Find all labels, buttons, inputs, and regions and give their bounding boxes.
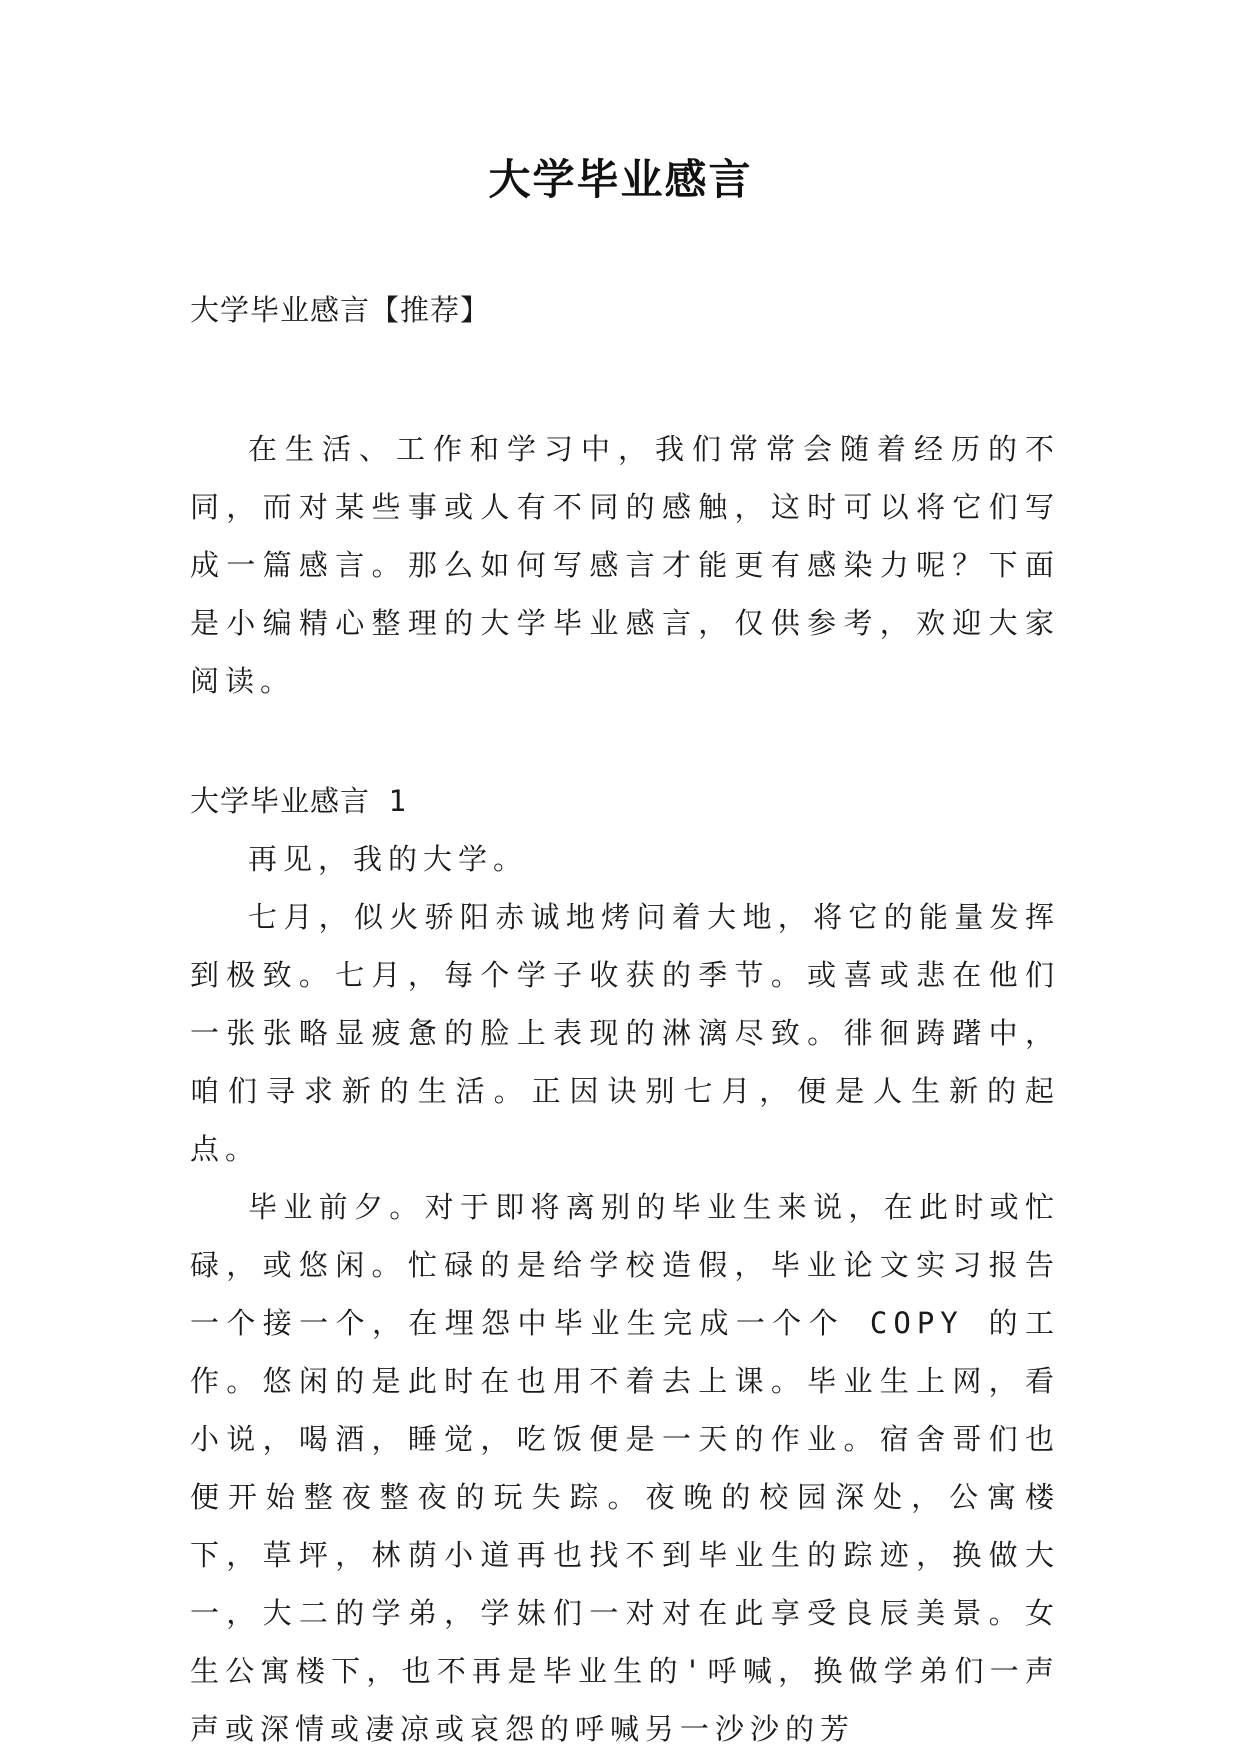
body-paragraph: 七月，似火骄阳赤诚地烤问着大地，将它的能量发挥到极致。七月，每个学子收获的季节。或喜或悲在他们一张张略显疲惫的脸上表现的淋漓尽致。徘徊踌躇中，咱们寻求新的生活。正因诀别七月，便是人生新的起点。 (190, 900, 1060, 1166)
section-heading: 大学毕业感言 1 (190, 784, 407, 818)
body-paragraph: 毕业前夕。对于即将离别的毕业生来说，在此时或忙碌，或悠闲。忙碌的是给学校造假，毕业论文实习报告一个接一个，在埋怨中毕业生完成一个个 COPY 的工作。悠闲的是此时在也用不着去上课。毕业生上网，看小说，喝酒，睡觉，吃饭便是一天的作业。宿舍哥们也便开始整夜整夜的玩失踪。夜晚的校园深处，公寓楼下，草坪，林荫小道再也找不到毕业生的踪迹，换做大一，大二的学弟，学妹们一对对在此享受良辰美景。女生公寓楼下，也不再是毕业生的'呼喊，换做学弟们一声声或深情或凄凉或哀怨的呼喊另一沙沙的芳 (190, 1190, 1060, 1746)
body-paragraph: 再见，我的大学。 (248, 842, 529, 876)
document-subtitle: 大学毕业感言【推荐】 (190, 293, 491, 327)
document-title: 大学毕业感言 (488, 155, 753, 204)
document-body (190, 290, 1060, 1758)
intro-paragraph: 在生活、工作和学习中，我们常常会随着经历的不同，而对某些事或人有不同的感触，这时可以将它们写成一篇感言。那么如何写感言才能更有感染力呢？下面是小编精心整理的大学毕业感言，仅供参考，欢迎大家阅读。 (190, 432, 1060, 698)
